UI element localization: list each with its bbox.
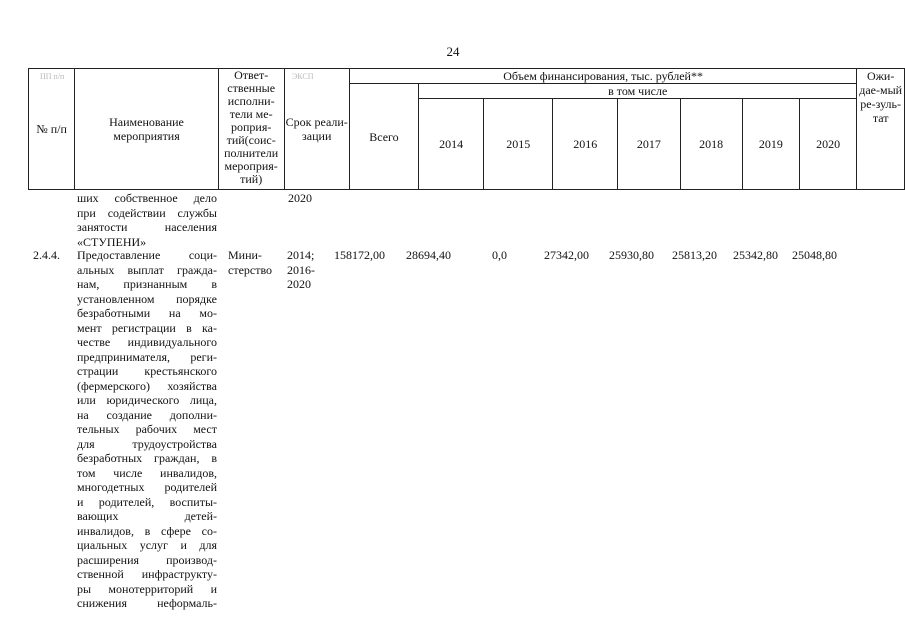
text-line: нам, признанным в xyxy=(77,277,217,291)
text-line: при содействии службы xyxy=(77,205,217,220)
header-year-2016: 2016 xyxy=(553,99,618,190)
text-line: мент регистрации в ка- xyxy=(77,320,217,335)
text-line: альных выплат гражда- xyxy=(77,262,217,277)
text-line: 2016- xyxy=(287,262,315,277)
text-line: 2020 xyxy=(287,277,311,291)
row-name xyxy=(77,248,217,611)
text-line: ры монотерриторий и xyxy=(77,581,217,596)
text-line: ших собственное дело xyxy=(77,191,217,205)
text-line: вающих детей- xyxy=(77,509,217,523)
header-no: № п/п xyxy=(29,69,75,190)
page-number: 24 xyxy=(446,44,460,59)
text-line: снижения неформаль- xyxy=(77,596,217,610)
header-year-2020: 2020 xyxy=(800,99,857,190)
row-value-2019: 25342,80 xyxy=(733,248,778,262)
row-value-2016: 27342,00 xyxy=(544,248,589,262)
text-line: инвалидов, в сфере со- xyxy=(77,523,217,538)
row-value-2018: 25813,20 xyxy=(672,248,717,262)
text-line: 2014; xyxy=(287,248,315,262)
text-line: расширения производ- xyxy=(77,552,217,567)
header-expected-result: Ожи-дае-мый ре-зуль-тат xyxy=(857,69,905,190)
text-line: установленном порядке xyxy=(77,291,217,306)
header-name: Наименование мероприятия xyxy=(75,69,219,190)
row-term xyxy=(287,248,327,292)
text-line: том числе инвалидов, xyxy=(77,465,217,480)
text-line: на создание дополни- xyxy=(77,407,217,422)
text-line: занятости населения xyxy=(77,220,217,234)
text-line: многодетных родителей xyxy=(77,480,217,494)
header-year-2019: 2019 xyxy=(742,99,799,190)
scan-artifact: ПП п/п xyxy=(40,72,65,81)
continuation-term: 2020 xyxy=(288,191,312,205)
header-funding: Объем финансирования, тыс. рублей** xyxy=(349,69,856,84)
header-total: Всего xyxy=(349,84,418,190)
row-number: 2.4.4. xyxy=(33,248,60,262)
header-responsible: Ответ-ственные исполни-тели ме-роприя-тий(соис-полнители мероприя-тий) xyxy=(218,69,284,190)
text-line: предпринимателя, реги- xyxy=(77,349,217,364)
header-year-2017: 2017 xyxy=(618,99,680,190)
text-line: для трудоустройства xyxy=(77,436,217,451)
header-year-2014: 2014 xyxy=(419,99,484,190)
text-line: тельных рабочих мест xyxy=(77,422,217,436)
row-value-2017: 25930,80 xyxy=(609,248,654,262)
header-including: в том числе xyxy=(419,84,857,99)
text-line: Мини- xyxy=(228,248,262,262)
text-line: (фермерского) хозяйства xyxy=(77,378,217,393)
header-year-2018: 2018 xyxy=(680,99,742,190)
text-line: или юридического лица, xyxy=(77,393,217,407)
text-line: и родителей, воспиты- xyxy=(77,494,217,509)
text-line: стерство xyxy=(228,262,273,277)
header-year-2015: 2015 xyxy=(484,99,553,190)
text-line: безработными на мо- xyxy=(77,306,217,320)
row-value-2015: 0,0 xyxy=(492,248,507,262)
text-line: безработных граждан, в xyxy=(77,451,217,465)
text-line: ственной инфраструкту- xyxy=(77,567,217,581)
header-term: Срок реали-зации xyxy=(284,69,349,190)
scan-artifact: ЭКСП xyxy=(292,72,314,81)
table-header xyxy=(28,68,905,190)
text-line: «СТУПЕНИ» xyxy=(77,234,147,249)
continuation-text xyxy=(77,191,217,249)
row-responsible xyxy=(228,248,278,277)
row-value-2020: 25048,80 xyxy=(792,248,837,262)
text-line: страции крестьянского xyxy=(77,364,217,378)
row-value-2014: 28694,40 xyxy=(406,248,451,262)
text-line: циальных услуг и для xyxy=(77,538,217,552)
row-total: 158172,00 xyxy=(334,248,385,262)
text-line: Предоставление соци- xyxy=(77,248,217,262)
text-line: честве индивидуального xyxy=(77,335,217,349)
